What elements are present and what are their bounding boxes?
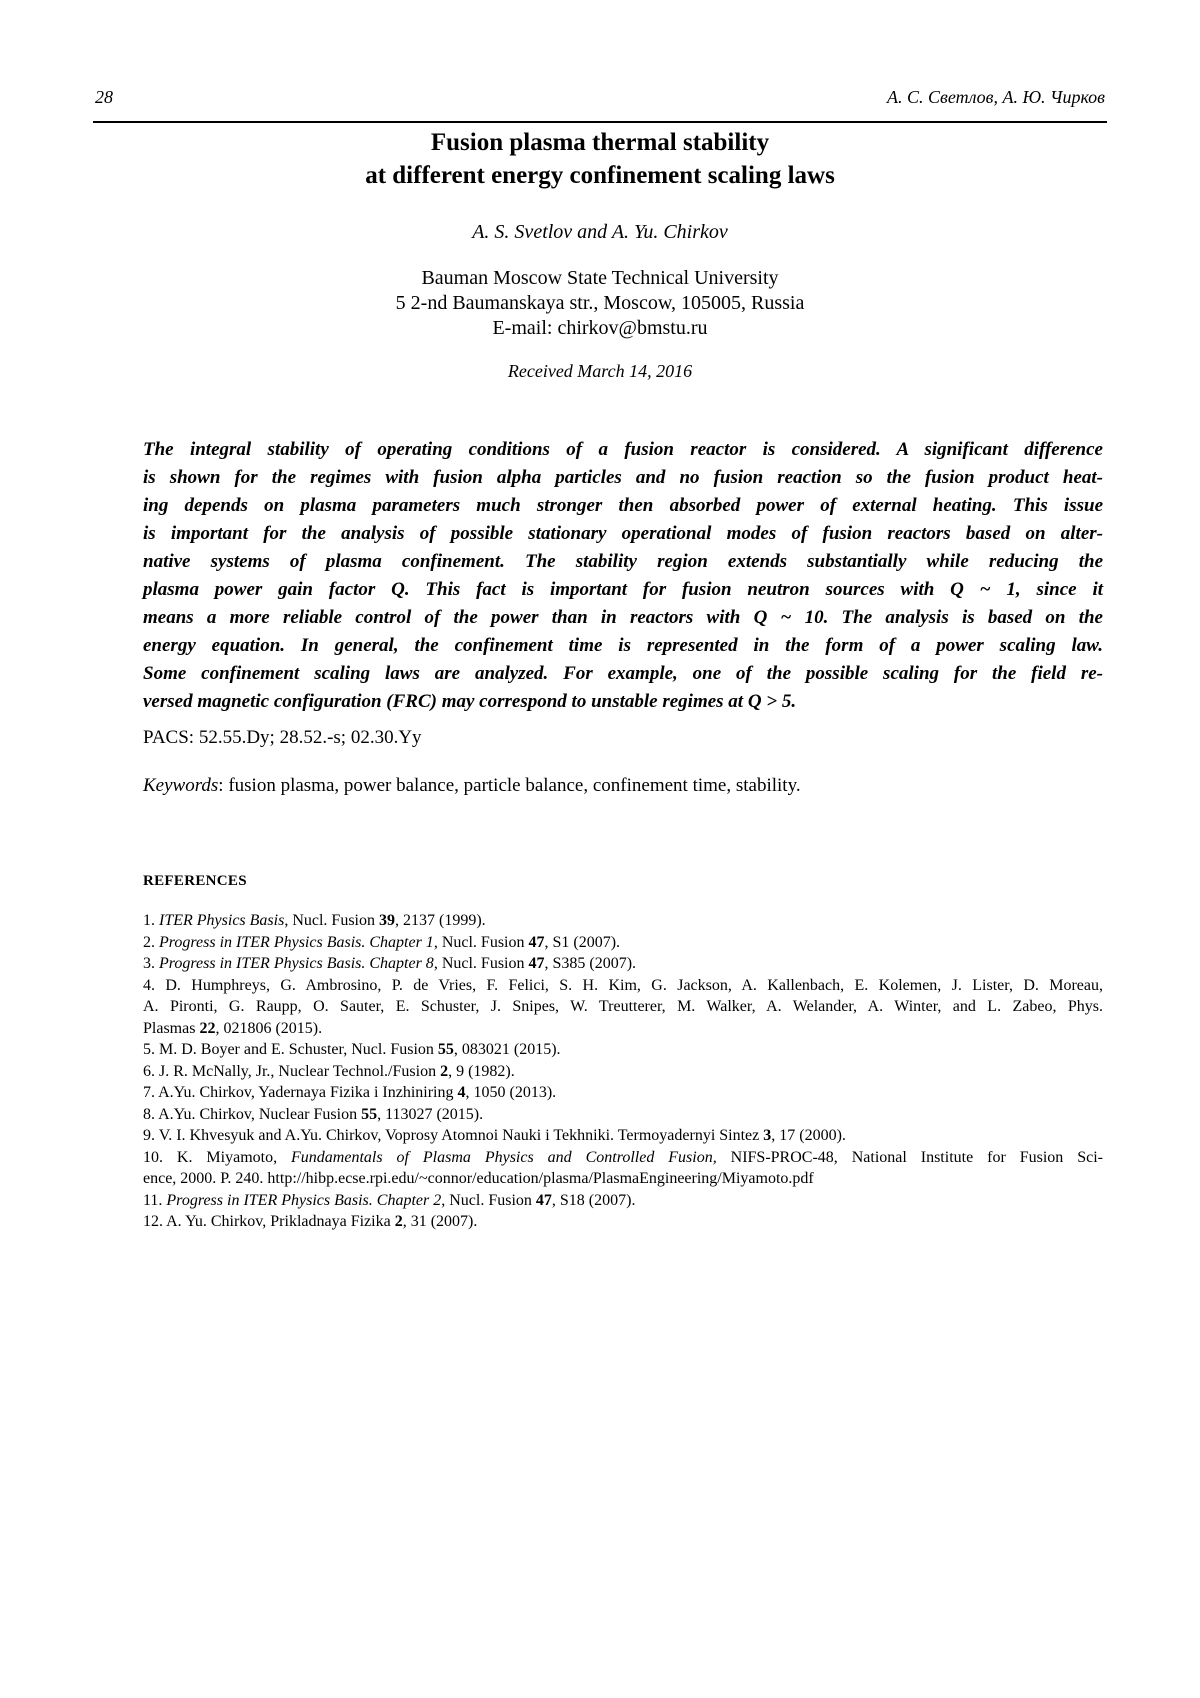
abstract-line: plasma power gain factor Q. This fact is important for fusion neutron sources with Q ~ 1, since it (143, 579, 1103, 600)
reference-line (143, 1082, 1103, 1104)
text-segment: 2 (440, 1062, 449, 1080)
reference-line (143, 1104, 1103, 1126)
text-segment: 3. (143, 955, 159, 972)
reference-line (143, 953, 1103, 975)
header-rule (93, 121, 1107, 123)
text-segment: , 2137 (1999). (395, 912, 486, 929)
text-segment: Progress in ITER Physics Basis. Chapter 1 (159, 933, 434, 951)
abstract-line: Some confinement scaling laws are analyzed. For example, one of the possible scaling for the field re- (143, 663, 1103, 684)
reference-item (143, 1190, 1103, 1212)
authors-line: A. S. Svetlov and A. Yu. Chirkov (472, 221, 728, 243)
text-segment: , S385 (2007). (544, 955, 637, 972)
reference-item (143, 1125, 1103, 1147)
reference-item (143, 1061, 1103, 1083)
text-segment: 9. V. I. Khvesyuk and A.Yu. Chirkov, Voprosy Atomnoi Nauki i Tekhniki. Termoyadernyi Sintez (143, 1127, 764, 1144)
references-list (143, 910, 1103, 1233)
text-segment: Fundamentals of Plasma Physics and Controlled Fusion, (291, 1148, 717, 1166)
text-segment: 3 (763, 1127, 772, 1144)
text-segment: , Nucl. Fusion (433, 933, 529, 951)
text-segment: Progress in ITER Physics Basis. Chapter 8 (159, 955, 434, 972)
text-segment: 39 (379, 912, 395, 929)
text-segment: , 083021 (2015). (453, 1041, 561, 1058)
text-segment: 4 (457, 1084, 466, 1101)
text-segment: : fusion plasma, power balance, particle balance, confinement time, stability. (218, 775, 801, 796)
affiliation (0, 266, 1200, 341)
text-segment: , Nucl. Fusion (441, 1191, 536, 1209)
title-line-2: at different energy confinement scaling laws (365, 162, 835, 189)
affiliation-address: 5 2-nd Baumanskaya str., Moscow, 105005, Russia (395, 292, 805, 314)
text-segment: , 1050 (2013). (465, 1084, 557, 1101)
text-segment: Plasmas (143, 1019, 200, 1037)
text-segment: 11. (143, 1191, 167, 1209)
reference-item (143, 1147, 1103, 1190)
text-segment: , 17 (2000). (771, 1127, 846, 1144)
reference-line (143, 975, 1103, 997)
text-segment: , Nucl. Fusion (433, 955, 529, 972)
reference-item (143, 1211, 1103, 1233)
text-segment: 5. M. D. Boyer and E. Schuster, Nucl. Fusion (143, 1041, 438, 1058)
pacs-line: PACS: 52.55.Dy; 28.52.-s; 02.30.Yy (143, 727, 422, 748)
text-segment: , S18 (2007). (551, 1191, 636, 1209)
text-segment: ITER Physics Basis (159, 912, 285, 929)
text-segment: 12. A. Yu. Chirkov, Prikladnaya Fizika (143, 1213, 395, 1230)
text-segment: A. Pironti, G. Raupp, O. Sauter, E. Schuster, J. Snipes, W. Treutterer, M. Walker, A. Welander, A. Winter, and L. Zabeo, Phys. (143, 998, 1103, 1015)
text-segment: Progress in ITER Physics Basis. Chapter 2 (166, 1191, 442, 1209)
abstract (143, 436, 1103, 716)
page-number: 28 (95, 87, 113, 107)
affiliation-email: E-mail: chirkov@bmstu.ru (492, 317, 708, 339)
reference-line (143, 910, 1103, 932)
text-segment: 55 (437, 1041, 454, 1058)
reference-line (143, 1061, 1103, 1083)
text-segment: 8. A.Yu. Chirkov, Nuclear Fusion (143, 1105, 362, 1123)
abstract-line: energy equation. In general, the confinement time is represented in the form of a power scaling law. (143, 635, 1103, 656)
text-segment: 7. A.Yu. Chirkov, Yadernaya Fizika i Inzhiniring (143, 1084, 458, 1101)
paper-title (0, 126, 1200, 192)
abstract-line: is important for the analysis of possible stationary operational modes of fusion reactors based on alter- (143, 523, 1103, 544)
reference-item (143, 1082, 1103, 1104)
abstract-line: means a more reliable control of the power than in reactors with Q ~ 10. The analysis is based on the (143, 607, 1103, 628)
reference-line (143, 1147, 1103, 1169)
abstract-line: is shown for the regimes with fusion alpha particles and no fusion reaction so the fusion product heat- (143, 467, 1103, 488)
text-segment: , 9 (1982). (448, 1062, 515, 1080)
reference-line (143, 1168, 1103, 1190)
text-segment: 4. D. Humphreys, G. Ambrosino, P. de Vries, F. Felici, S. H. Kim, G. Jackson, A. Kallenbach, E. Kolemen, J. Lister, D. Moreau, (143, 976, 1103, 994)
reference-item (143, 910, 1103, 932)
reference-item (143, 953, 1103, 975)
text-segment: 47 (528, 955, 545, 972)
text-segment: 2. (143, 933, 159, 951)
text-segment: , 113027 (2015). (377, 1105, 484, 1123)
text-segment: 47 (535, 1191, 552, 1209)
reference-line (143, 1018, 1103, 1040)
text-segment: Keywords (143, 775, 219, 796)
reference-item (143, 932, 1103, 954)
text-segment: NIFS-PROC-48, National Institute for Fusion Sci- (716, 1148, 1104, 1166)
reference-item (143, 1039, 1103, 1061)
abstract-line: native systems of plasma confinement. The stability region extends substantially while reducing the (143, 551, 1103, 572)
references-heading: REFERENCES (143, 873, 247, 889)
running-head-authors: А. С. Светлов, А. Ю. Чирков (887, 87, 1105, 107)
reference-item (143, 1104, 1103, 1126)
abstract-line: ing depends on plasma parameters much stronger then absorbed power of external heating. This issue (143, 495, 1103, 516)
received-date: Received March 14, 2016 (507, 361, 693, 381)
reference-item (143, 975, 1103, 1040)
text-segment: , Nucl. Fusion (284, 912, 379, 929)
reference-line (143, 996, 1103, 1018)
text-segment: , 31 (2007). (402, 1213, 478, 1230)
reference-line (143, 932, 1103, 954)
reference-line (143, 1190, 1103, 1212)
reference-line (143, 1211, 1103, 1233)
affiliation-university: Bauman Moscow State Technical University (421, 267, 779, 289)
text-segment: 47 (528, 933, 545, 951)
reference-line (143, 1039, 1103, 1061)
text-segment: 1. (143, 912, 159, 929)
abstract-line: versed magnetic configuration (FRC) may correspond to unstable regimes at Q > 5. (143, 691, 797, 712)
text-segment: 2 (394, 1213, 403, 1230)
page-header (95, 86, 1105, 108)
text-segment: ence, 2000. P. 240. http://hibp.ecse.rpi.edu/~connor/education/plasma/PlasmaEngineering/Miyamoto.pdf (143, 1170, 814, 1187)
text-segment: 55 (361, 1105, 378, 1123)
title-line-1: Fusion plasma thermal stability (430, 129, 770, 156)
text-segment: 6. J. R. McNally, Jr., Nuclear Technol./Fusion (143, 1062, 441, 1080)
keywords-line (143, 774, 1103, 797)
text-segment: , 021806 (2015). (215, 1019, 323, 1037)
text-segment: 22 (199, 1019, 216, 1037)
abstract-line: The integral stability of operating conditions of a fusion reactor is considered. A significant difference (143, 439, 1103, 460)
reference-line (143, 1125, 1103, 1147)
text-segment: , S1 (2007). (544, 933, 621, 951)
text-segment: 10. K. Miyamoto, (143, 1148, 292, 1166)
